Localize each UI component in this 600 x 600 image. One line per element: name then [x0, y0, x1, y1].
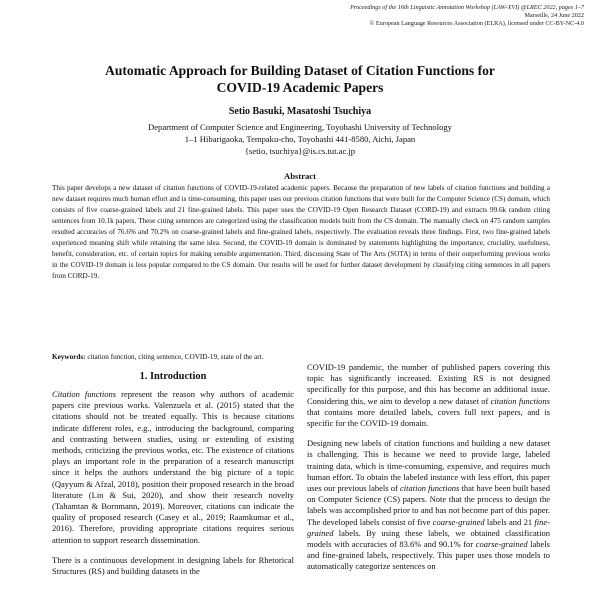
- section-heading-introduction: 1. Introduction: [139, 371, 207, 382]
- abstract-text: This paper develops a new dataset of citation functions of COVID-19-related academic papers. Because the preparation of new labels of citation functions and building a new dataset requires much human effort and is time-consuming, this paper uses our previous citation functions that were built for the Computer Science (CS) domain, which consists of five coarse-grained labels and 21 fine-grained labels. This paper uses the COVID-19 Open Research Dataset (CORD-19) and extracts 99.6k random citing sentences from 10.1k papers. These citing sentences are categorized using the classification models built from the CS domain. The manually check on 475 random samples resulted accuracies of 76.6% and 70.2% on coarse-grained labels and fine-grained labels, respectively. The evaluation reveals three findings. First, two fine-grained labels experienced meaning shift while retaining the same idea. Second, the COVID-19 domain is dominated by statements highlighting the importance, cruciality, usefulness, benefit, consideration, etc. of certain topics for making sensible argumentation. Third, discussing State of The Arts (SOTA) in terms of their outperforming previous works in the COVID-19 domain is less popular compared to the CS domain. Our results will be used for further dataset development by classifying citing sentences in all papers from CORD-19.: [52, 184, 550, 281]
- abstract-heading: Abstract: [284, 171, 316, 181]
- license-line: © European Language Resources Association (ELRA), licensed under CC-BY-NC-4.0: [369, 20, 584, 28]
- affiliation-address: 1–1 Hibarigaoka, Tempaku-cho, Toyohashi 441-8580, Aichi, Japan: [184, 134, 416, 144]
- title-line-2: COVID-19 Academic Papers: [216, 80, 384, 95]
- paragraph-text: labels. By using these labels, we obtained classification models with accuracies of 83.6% and 90.1% for: [307, 527, 550, 550]
- paragraph-text: Designing new labels of citation functions and building a new dataset is challenging. This is because we need to provide large, labeled training data, which is time-consuming, expensive, and requires much human effort. To obtain the labeled instance with less effort, this paper uses our previous labels of: [307, 438, 550, 494]
- term-coarse-grained: coarse-grained: [432, 516, 485, 527]
- venue-date-line: Marseille, 24 June 2022: [524, 12, 584, 20]
- term-citation-functions: citation functions: [400, 483, 460, 494]
- paragraph-text: labels and 21: [484, 516, 535, 527]
- term-coarse-grained: coarse-grained: [475, 539, 528, 550]
- intro-paragraph-2: There is a continuous development in designing labels for Rhetorical Structures (RS) and building datasets in the: [52, 554, 294, 577]
- term-fine-grained: fine-grained: [307, 516, 550, 538]
- paragraph-text: represent the reason why authors of academic papers cite previous works. Valenzuela et al. (2015) stated that the citations should not be treated equally. This is because citations indicate different roles, e.g., introducing the background, comparing and contrasting between studies, using or extending of existing methods, criticizing the previous works, etc. The existence of citations plays an important role in the preparation of a research manuscript since it helps the authors understand the big picture of a topic (Qayyum & Afzal, 2018), position their proposed research in the broad literature (Lin & Sui, 2020), and show their research novelty (Tahamtan & Bornmann, 2019). Moreover, citations can indicate the quality of proposed research (Casey et al., 2019; Raamkumar et al., 2016). Therefore, providing appropriate citations requires serious attention to support research dissemination.: [52, 389, 295, 545]
- proceedings-line: Proceedings of the 16th Linguistic Annotation Workshop (LAW-XVI) @LREC 2022, pages 1–7: [350, 4, 584, 11]
- term-citation-functions: Citation functions: [52, 389, 117, 399]
- keywords: [52, 352, 550, 362]
- term-citation-functions: citation functions: [490, 395, 550, 406]
- intro-paragraph-3: [307, 362, 550, 429]
- left-column: [52, 371, 294, 586]
- paragraph-text: COVID-19 pandemic, the number of published papers covering this topic has significantly increased. Existing RS is not designed specifically for this purpose, and this has become an additional issue. Considering this, we aim to develop a new dataset of: [307, 362, 550, 406]
- paragraph-text: that have been built based on Computer Science (CS) papers. Note that the process to design the labels was accomplished prior to and has not become part of this paper. The developed labels consist of five: [307, 483, 550, 527]
- authors: Setio Basuki, Masatoshi Tsuchiya: [228, 106, 372, 117]
- title-line-1: Automatic Approach for Building Dataset of Citation Functions for: [105, 63, 495, 78]
- keywords-list: citation function, citing sentence, COVID-19, state of the art.: [85, 353, 264, 361]
- intro-paragraph-4: [307, 438, 550, 572]
- right-column: [307, 362, 550, 582]
- proceedings-header: [254, 4, 584, 29]
- paragraph-text: that contains more detailed labels, covers full text papers, and is specific for the COVID-19 domain.: [307, 406, 550, 429]
- keywords-label: Keywords:: [52, 353, 86, 361]
- paper-title: [40, 62, 560, 96]
- paragraph-text: labels and fine-grained labels, respectively. This paper uses those models to automatically categorize sentences on: [307, 539, 550, 572]
- intro-paragraph-1: [52, 389, 294, 546]
- affiliation-department: Department of Computer Science and Engineering, Toyohashi University of Technology: [148, 122, 452, 132]
- author-email: {setio, tsuchiya}@is.cs.tut.ac.jp: [244, 146, 356, 156]
- affiliation: [40, 121, 560, 157]
